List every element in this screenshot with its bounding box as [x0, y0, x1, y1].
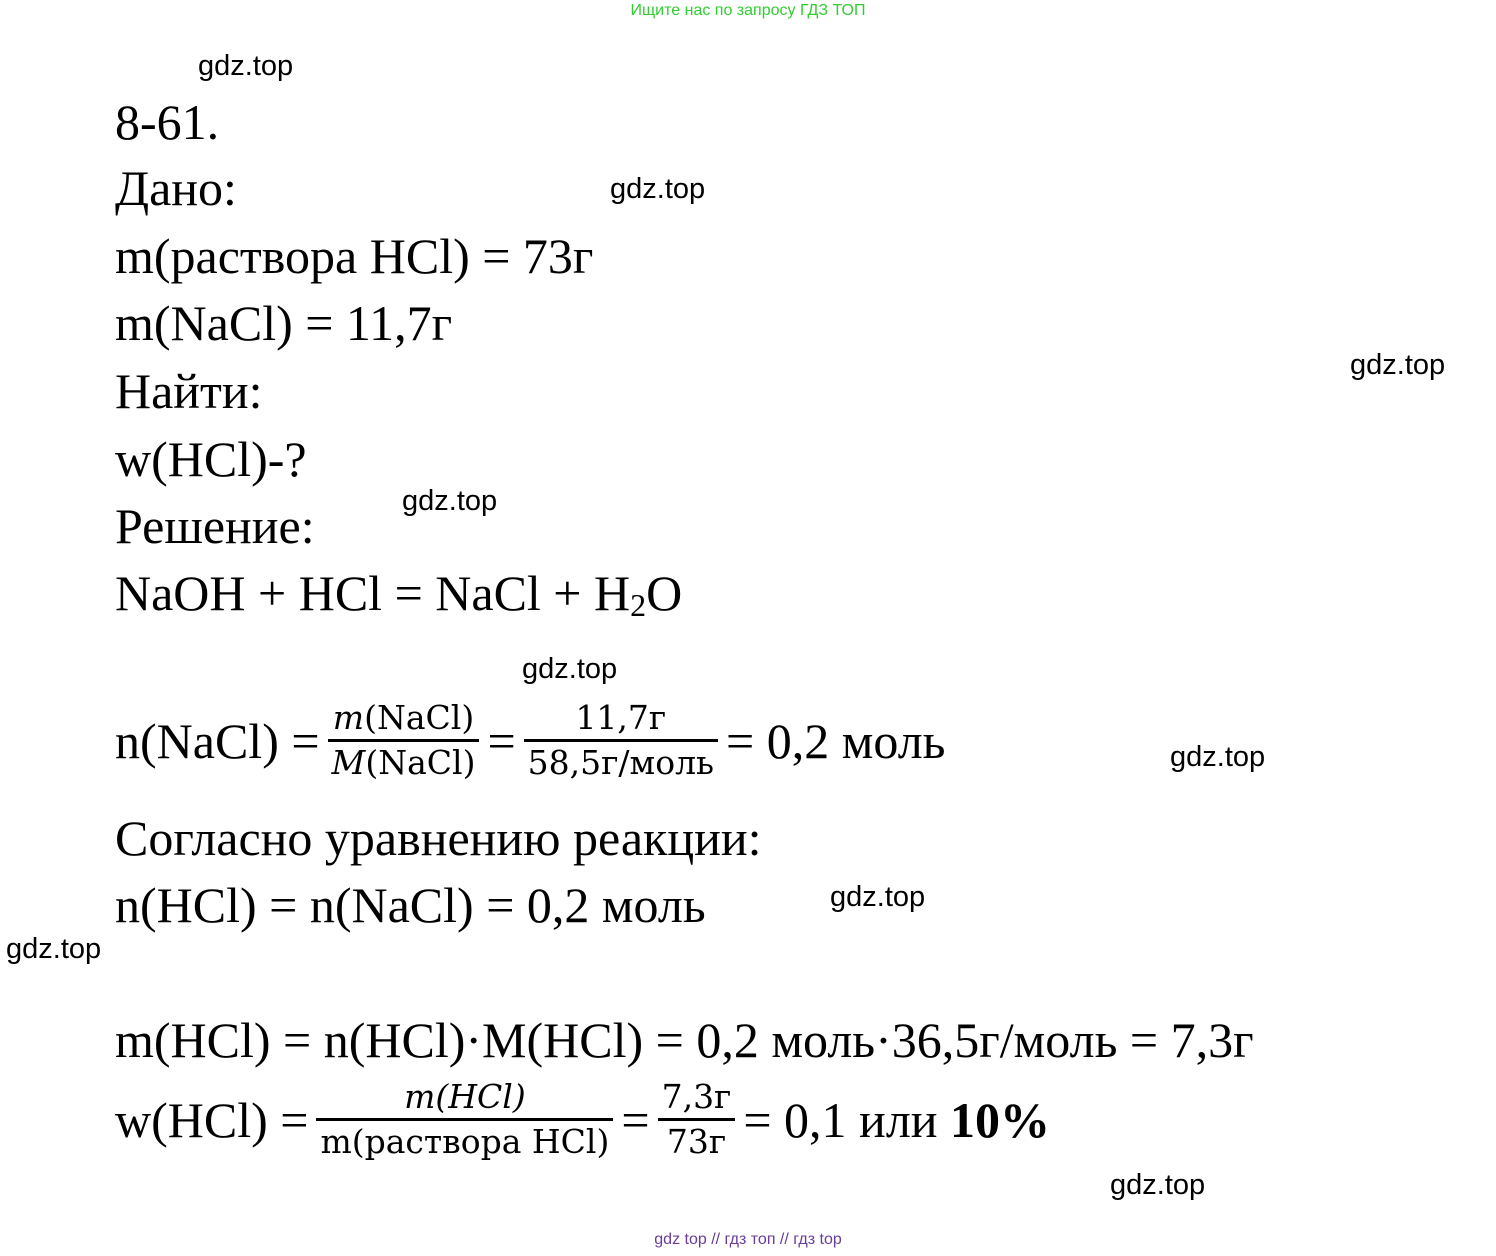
n-nacl-fraction-2	[524, 697, 718, 784]
watermark: gdz.top	[830, 881, 926, 913]
fraction-numerator: 7,3г	[661, 1077, 732, 1116]
watermark: gdz.top	[1110, 1169, 1206, 1201]
find-label: Найти:	[115, 363, 263, 419]
w-hcl-lhs: w(HCl) =	[115, 1091, 309, 1148]
n-nacl-formula	[115, 697, 945, 784]
reaction-left: NaOH + HCl = NaCl + H	[115, 565, 631, 621]
fraction-numerator: m(NaCl)	[332, 698, 475, 737]
fraction-numerator: 11,7г	[575, 698, 667, 737]
reaction-right: O	[646, 565, 683, 621]
n-nacl-fraction-1	[328, 697, 480, 784]
top-banner[interactable]: Ищите нас по запросу ГДЗ ТОП	[630, 2, 866, 19]
watermark: gdz.top	[522, 653, 618, 685]
fraction-numerator: m(HCl)	[404, 1077, 526, 1116]
watermark: gdz.top	[1170, 741, 1266, 773]
m-hcl-line: m(HCl) = n(HCl)·M(HCl) = 0,2 моль·36,5г/моль = 7,3г	[115, 1012, 1254, 1068]
w-hcl-result-percent: 10%	[950, 1091, 1051, 1148]
w-hcl-formula	[115, 1076, 1050, 1163]
watermark: gdz.top	[198, 50, 294, 82]
n-hcl-line: n(HCl) = n(NaCl) = 0,2 моль	[115, 877, 706, 933]
equals-sign: =	[621, 1091, 650, 1148]
fraction-denominator: M(NaCl)	[331, 743, 476, 782]
according-label: Согласно уравнению реакции:	[115, 810, 762, 866]
given-line-2: m(NaCl) = 11,7г	[115, 295, 453, 351]
n-nacl-lhs: n(NaCl) =	[115, 712, 320, 769]
watermark: gdz.top	[1350, 349, 1446, 381]
find-line-1: w(HCl)-?	[115, 431, 307, 487]
fraction-denominator: 58,5г/моль	[527, 743, 715, 782]
fraction-denominator: m(раствора HCl)	[320, 1122, 610, 1161]
reaction-subscript: 2	[630, 587, 647, 623]
fraction-denominator: 73г	[666, 1122, 727, 1161]
reaction-equation	[115, 563, 682, 623]
watermark: gdz.top	[6, 933, 102, 965]
n-nacl-result: = 0,2 моль	[726, 712, 946, 769]
watermark: gdz.top	[610, 173, 706, 205]
watermark: gdz.top	[402, 485, 498, 517]
w-hcl-fraction-2	[658, 1076, 736, 1163]
equals-sign: =	[487, 712, 516, 769]
solution-label: Решение:	[115, 498, 315, 554]
bottom-banner[interactable]: gdz top // гдз топ // гдз top	[654, 1231, 842, 1248]
problem-number: 8-61.	[115, 94, 220, 150]
w-hcl-result: = 0,1 или	[743, 1091, 938, 1148]
given-line-1: m(раствора HCl) = 73г	[115, 228, 594, 284]
w-hcl-fraction-1	[316, 1076, 613, 1163]
given-label: Дано:	[115, 160, 237, 216]
